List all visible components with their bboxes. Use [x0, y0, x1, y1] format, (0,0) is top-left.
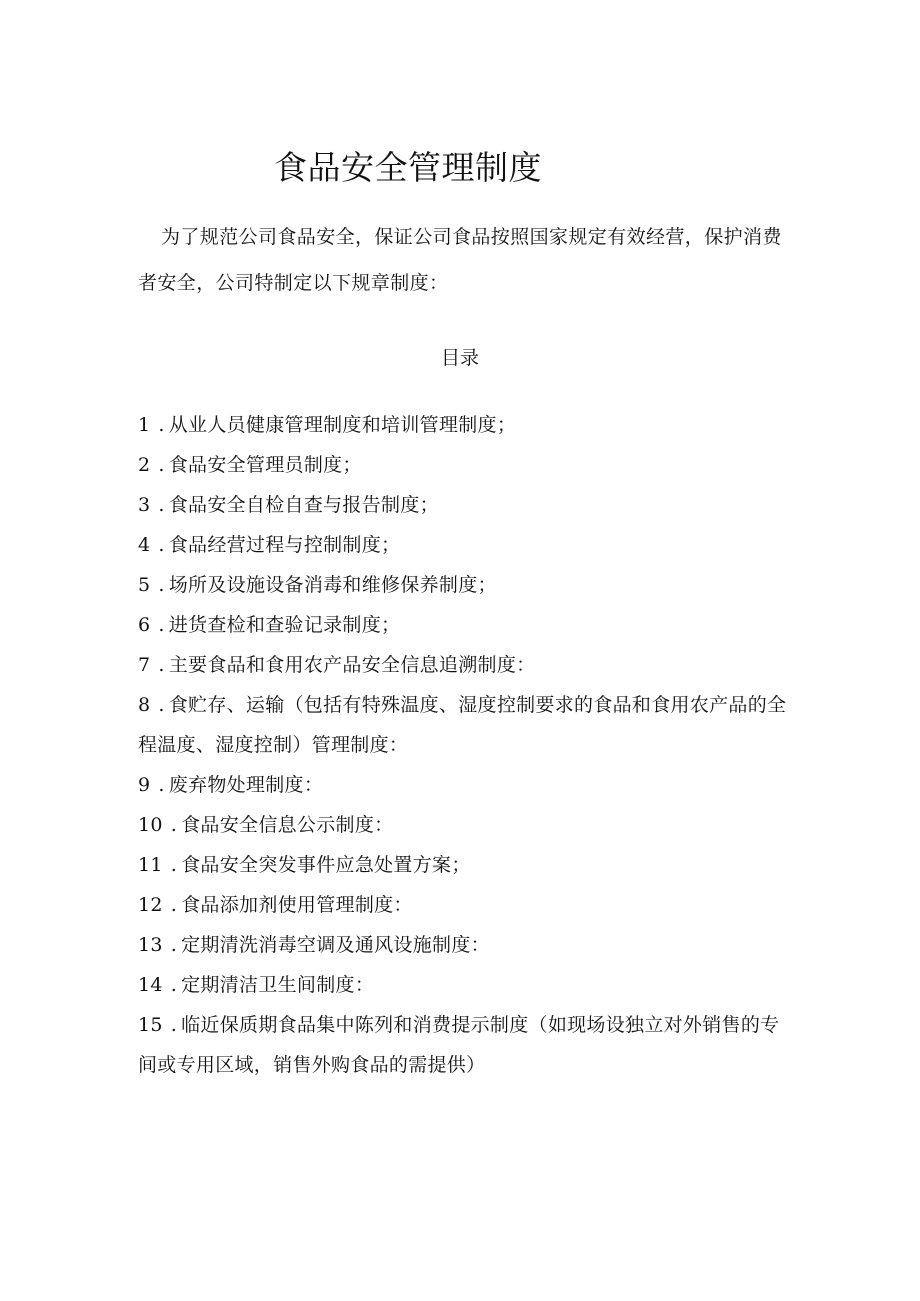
- toc-item-number: 14: [138, 974, 163, 996]
- toc-item-text: 食品安全信息公示制度：: [181, 814, 394, 836]
- toc-heading: 目录: [440, 347, 479, 369]
- toc-item: 11 . 食品安全突发事件应急处置方案；: [138, 854, 471, 876]
- toc-item-text: 场所及设施设备消毒和维修保养制度；: [168, 574, 497, 596]
- toc-item-number: 4: [138, 534, 151, 556]
- toc-item-number: 1: [138, 414, 151, 436]
- toc-item-text: 主要食品和食用农产品安全信息追溯制度：: [168, 654, 536, 676]
- toc-item: 9 . 废弃物处理制度：: [138, 774, 324, 796]
- toc-item-text: 食品安全自检自查与报告制度；: [168, 494, 439, 516]
- toc-item-text: 食品添加剂使用管理制度：: [181, 894, 413, 916]
- toc-item-number: 3: [138, 494, 151, 516]
- toc-item-number: 2: [138, 454, 151, 476]
- toc-item-number: 6: [138, 614, 151, 636]
- table-of-contents: [138, 405, 788, 1085]
- toc-item: 6 . 进货查检和查验记录制度；: [138, 614, 401, 636]
- toc-item-text: 从业人员健康管理制度和培训管理制度；: [168, 414, 517, 436]
- toc-item: 2 . 食品安全管理员制度；: [138, 454, 362, 476]
- toc-item-number: 13: [138, 934, 163, 956]
- toc-item-text: 废弃物处理制度：: [168, 774, 324, 796]
- toc-item-number: 9: [138, 774, 151, 796]
- toc-item-number: 7: [138, 654, 151, 676]
- toc-item: 3 . 食品安全自检自查与报告制度；: [138, 494, 439, 516]
- toc-item-number: 15: [138, 1014, 163, 1036]
- toc-item: 10 . 食品安全信息公示制度：: [138, 814, 394, 836]
- toc-item-text: 食品安全管理员制度；: [168, 454, 362, 476]
- toc-item-text: 食品经营过程与控制制度；: [168, 534, 401, 556]
- toc-item-text: 定期清洁卫生间制度：: [181, 974, 375, 996]
- toc-item: 4 . 食品经营过程与控制制度；: [138, 534, 401, 556]
- toc-item-text: 食贮存、运输（包括有特殊温度、湿度控制要求的食品和食用农产品的全程温度、湿度控制）管理制度：: [138, 694, 787, 756]
- toc-item: 7 . 主要食品和食用农产品安全信息追溯制度：: [138, 654, 536, 676]
- toc-item: 1 . 从业人员健康管理制度和培训管理制度；: [138, 414, 517, 436]
- toc-item-number: 10: [138, 814, 163, 836]
- toc-item-number: 5: [138, 574, 151, 596]
- toc-item-text: 食品安全突发事件应急处置方案；: [181, 854, 471, 876]
- toc-item: 12 . 食品添加剂使用管理制度：: [138, 894, 413, 916]
- toc-item-number: 11: [138, 854, 163, 876]
- intro-paragraph: 为了规范公司食品安全，保证公司食品按照国家规定有效经营，保护消费者安全，公司特制定以下规章制度：: [138, 226, 782, 294]
- toc-item-text: 进货查检和查验记录制度；: [168, 614, 401, 636]
- toc-item: 8 . 食贮存、运输（包括有特殊温度、湿度控制要求的食品和食用农产品的全程温度、湿度控制）管理制度：: [138, 694, 787, 756]
- toc-item: 5 . 场所及设施设备消毒和维修保养制度；: [138, 574, 497, 596]
- toc-item: 14 . 定期清洁卫生间制度：: [138, 974, 375, 996]
- toc-item-number: 8: [138, 694, 151, 716]
- toc-item: 15 . 临近保质期食品集中陈列和消费提示制度（如现场设独立对外销售的专间或专用区域，销售外购食品的需提供）: [138, 1014, 780, 1076]
- toc-item-text: 定期清洗消毒空调及通风设施制度：: [181, 934, 490, 956]
- document-title: 食品安全管理制度: [274, 148, 542, 187]
- toc-item: 13 . 定期清洗消毒空调及通风设施制度：: [138, 934, 490, 956]
- toc-item-text: 临近保质期食品集中陈列和消费提示制度（如现场设独立对外销售的专间或专用区域，销售外购食品的需提供）: [138, 1014, 780, 1076]
- toc-item-number: 12: [138, 894, 163, 916]
